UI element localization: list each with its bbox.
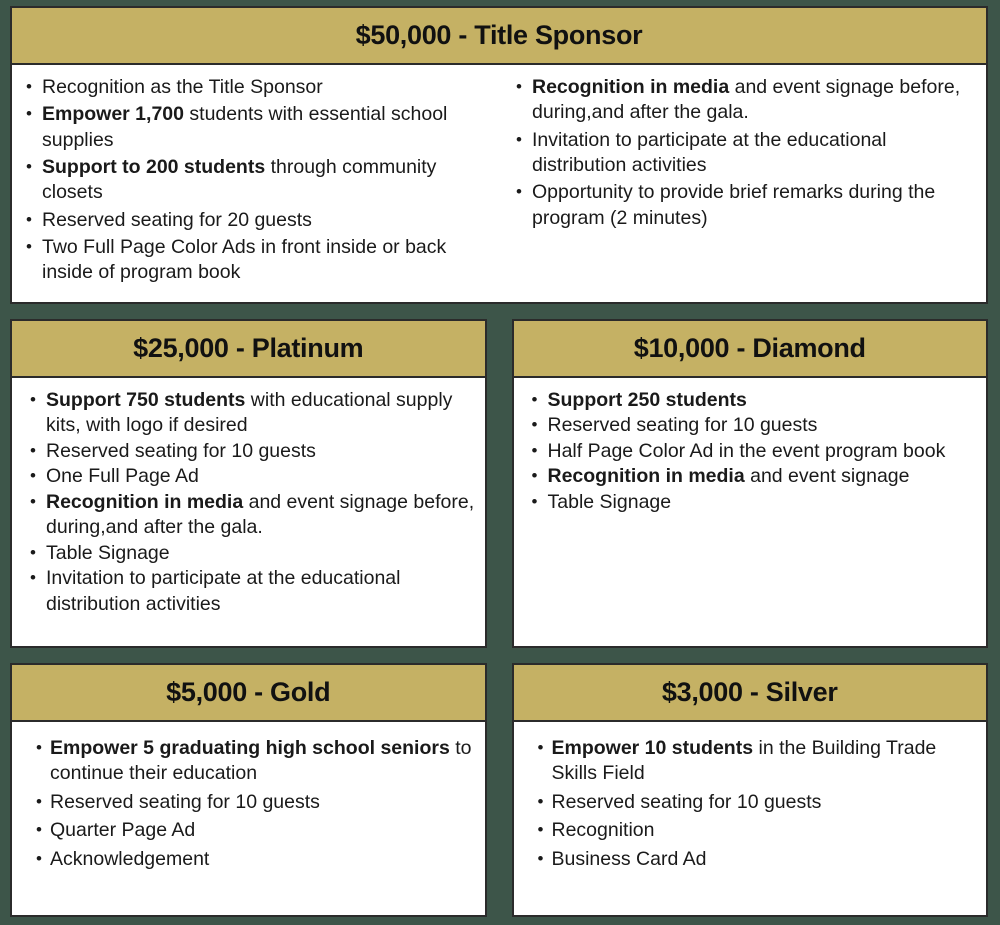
benefit-item: • Recognition in media and event signage before, during,and after the gala. [510, 75, 980, 126]
tier-card-gold [10, 663, 487, 917]
benefit-item: • Invitation to participate at the educational distribution activities [510, 128, 980, 179]
benefit-list-silver [530, 736, 979, 873]
benefit-item: • Reserved seating for 10 guests [526, 413, 979, 439]
benefit-item: • Recognition [530, 818, 979, 844]
benefit-item [526, 388, 979, 414]
tier-title-silver: $3,000 - Silver [661, 676, 838, 707]
benefit-item-emphasis: Support to 200 students [42, 156, 266, 179]
tier-body-diamond [514, 378, 987, 646]
tier-body-silver [514, 722, 987, 915]
tier-header-gold [12, 665, 485, 722]
benefit-item-emphasis: Empower 5 graduating high school seniors [50, 736, 450, 759]
benefit-item-emphasis: Recognition in media [46, 490, 244, 513]
benefit-item: • One Full Page Ad [24, 464, 477, 490]
benefit-item: • Empower 1,700 students with essential school supplies [20, 102, 494, 153]
benefit-item: • Invitation to participate at the educational distribution activities [24, 566, 477, 617]
tier-title-gold: $5,000 - Gold [166, 676, 331, 707]
benefit-item: • Two Full Page Color Ads in front inside or back inside of program book [20, 235, 494, 286]
tier-header-platinum [12, 321, 485, 378]
tier-card-platinum [10, 319, 487, 648]
benefit-list-title-sponsor-right [510, 75, 980, 231]
tier-title-title-sponsor: $50,000 - Title Sponsor [355, 20, 643, 50]
tier-benefits-column-right [500, 75, 980, 288]
benefit-item-emphasis: Support 750 students [46, 388, 246, 411]
benefit-item-emphasis: Empower 1,700 [42, 103, 184, 126]
benefit-item: • Support to 200 students through community closets [20, 155, 494, 206]
tier-card-diamond [512, 319, 989, 648]
tier-row-bottom [10, 663, 988, 917]
tier-body-gold [12, 722, 485, 915]
benefit-item: • Support 750 students with educational supply kits, with logo if desired [24, 388, 477, 439]
tier-body-title-sponsor [12, 65, 986, 302]
benefit-item: • Empower 5 graduating high school seniors to continue their education [28, 736, 477, 787]
tier-card-silver [512, 663, 989, 917]
benefit-item-emphasis: Empower 10 students [551, 736, 754, 759]
benefit-item: • Recognition in media and event signage before, during,and after the gala. [24, 490, 477, 541]
benefit-item-emphasis: Recognition in media [547, 465, 745, 488]
tier-body-platinum [12, 378, 485, 646]
benefit-item-emphasis: Support 250 students [547, 388, 747, 411]
benefit-item: • Reserved seating for 10 guests [530, 790, 979, 816]
benefit-item: • Business Card Ad [530, 847, 979, 873]
benefit-item: • Half Page Color Ad in the event program book [526, 439, 979, 465]
benefit-list-gold [28, 736, 477, 873]
benefit-item: • Acknowledgement [28, 847, 477, 873]
benefit-list-platinum [24, 388, 477, 618]
benefit-item: • Reserved seating for 10 guests [24, 439, 477, 465]
tier-benefits-column-left [20, 75, 500, 288]
tier-row-title [10, 6, 988, 304]
tier-title-platinum: $25,000 - Platinum [133, 332, 364, 363]
benefit-item: • Table Signage [526, 490, 979, 516]
benefit-item: • Empower 10 students in the Building Trade Skills Field [530, 736, 979, 787]
benefit-list-title-sponsor-left [20, 75, 494, 286]
tier-header-diamond [514, 321, 987, 378]
benefit-item-emphasis: Recognition in media [532, 76, 730, 98]
tier-card-title-sponsor [10, 6, 988, 304]
benefit-item: • Reserved seating for 20 guests [20, 208, 494, 233]
benefit-item: • Table Signage [24, 541, 477, 567]
benefit-list-diamond [526, 388, 979, 516]
tier-header-silver [514, 665, 987, 722]
tier-header-title-sponsor [12, 8, 986, 65]
benefit-item: • Recognition as the Title Sponsor [20, 75, 494, 100]
benefit-item: • Recognition in media and event signage [526, 464, 979, 490]
benefit-item: • Reserved seating for 10 guests [28, 790, 477, 816]
tier-row-middle [10, 319, 988, 648]
benefit-item: • Quarter Page Ad [28, 818, 477, 844]
tier-title-diamond: $10,000 - Diamond [633, 332, 866, 363]
benefit-item: • Opportunity to provide brief remarks during the program (2 minutes) [510, 180, 980, 231]
